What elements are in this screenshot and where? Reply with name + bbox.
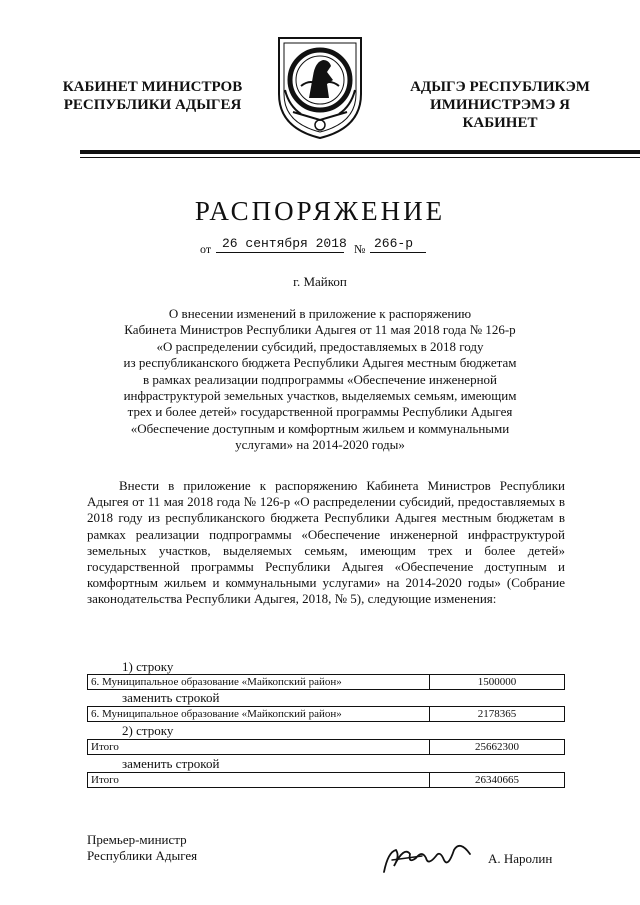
table-cell-value: 1500000 (477, 676, 517, 688)
date-underline (216, 252, 344, 253)
subject-line: «О распределении субсидий, предоставляемых в 2018 году (156, 338, 484, 354)
table-cell-name: Итого (91, 741, 119, 753)
subject-line: услугами» на 2014-2020 годы» (235, 437, 405, 453)
org-name-left (60, 78, 245, 114)
body-paragraph: Внести в приложение к распоряжению Кабинета Министров Республики Адыгея от 11 мая 2018 года № 126-р «О распределении субсидий, предоставляемых в 2018 году из республиканского бюджета Республики Адыгея местным бюджетам в рамках реализации подпрограммы «Обеспечение инженерной инфраструктурой земельных участков, выделяемых семьям, имеющим трех и более детей» государственной программы Республики Адыгея «Обеспечение доступным и комфортным жильем и коммунальными услугами» на 2014-2020 годы» (Собрание законодательства Республики Адыгея, 2018, № 5), следующие изменения: (87, 478, 565, 607)
table-cell-value: 25662300 (475, 741, 519, 753)
table-cell-name: 6. Муниципальное образование «Майкопский район» (91, 708, 342, 720)
table-cell-name: 6. Муниципальное образование «Майкопский район» (91, 676, 342, 688)
document-date: 26 сентября 2018 (222, 236, 347, 251)
header-divider-thick (80, 150, 640, 154)
table-row (87, 706, 565, 722)
replace-label-1: заменить строкой (122, 690, 220, 705)
signatory-role-line2: Республики Адыгея (87, 848, 198, 864)
org-name-left-line2: РЕСПУБЛИКИ АДЫГЕЯ (63, 97, 242, 113)
document-number: 266-р (374, 236, 414, 251)
date-prefix: от (200, 242, 212, 256)
table-row (87, 674, 565, 690)
coat-of-arms-icon (271, 32, 369, 142)
change-item-1-label: 1) строку (122, 659, 174, 674)
table-cell-name: Итого (91, 774, 119, 786)
org-name-right (396, 78, 604, 132)
subject-line: инфраструктурой земельных участков, выделяемых семьям, имеющим (123, 388, 517, 404)
number-underline (370, 252, 426, 253)
handwritten-signature (378, 832, 478, 882)
change-item-2-label: 2) строку (122, 723, 174, 738)
table-cell-value: 26340665 (475, 774, 519, 786)
table-row (87, 772, 565, 788)
subject-line: Кабинета Министров Республики Адыгея от 11 мая 2018 года № 126-р (124, 322, 516, 338)
subject-line: в рамках реализации подпрограммы «Обеспечение инженерной (143, 371, 497, 387)
subject-line: трех и более детей» государственной программы Республики Адыгея (127, 404, 513, 420)
signatory-role-line1: Премьер-министр (87, 832, 187, 847)
subject-line: О внесении изменений в приложение к распоряжению (168, 306, 472, 321)
org-name-left-line1: КАБИНЕТ МИНИСТРОВ (62, 79, 243, 95)
signatory-role (87, 832, 197, 865)
table-row (87, 739, 565, 755)
subject-line: из республиканского бюджета Республики Адыгея местным бюджетам (123, 355, 517, 371)
city: г. Майкоп (293, 274, 347, 289)
org-name-right-line2: ИМИНИСТРЭМЭ Я КАБИНЕТ (430, 97, 570, 131)
number-prefix: № (354, 242, 366, 256)
header-divider-thin (80, 157, 640, 158)
table-cell-value: 2178365 (477, 708, 517, 720)
document-title: РАСПОРЯЖЕНИЕ (194, 196, 446, 226)
subject-line: «Обеспечение доступным и комфортным жильем и коммунальными (130, 420, 510, 436)
document-subject (90, 306, 550, 454)
signatory-name: А. Наролин (488, 851, 553, 866)
org-name-right-line1: АДЫГЭ РЕСПУБЛИКЭМ (410, 79, 590, 95)
replace-label-2: заменить строкой (122, 756, 220, 771)
